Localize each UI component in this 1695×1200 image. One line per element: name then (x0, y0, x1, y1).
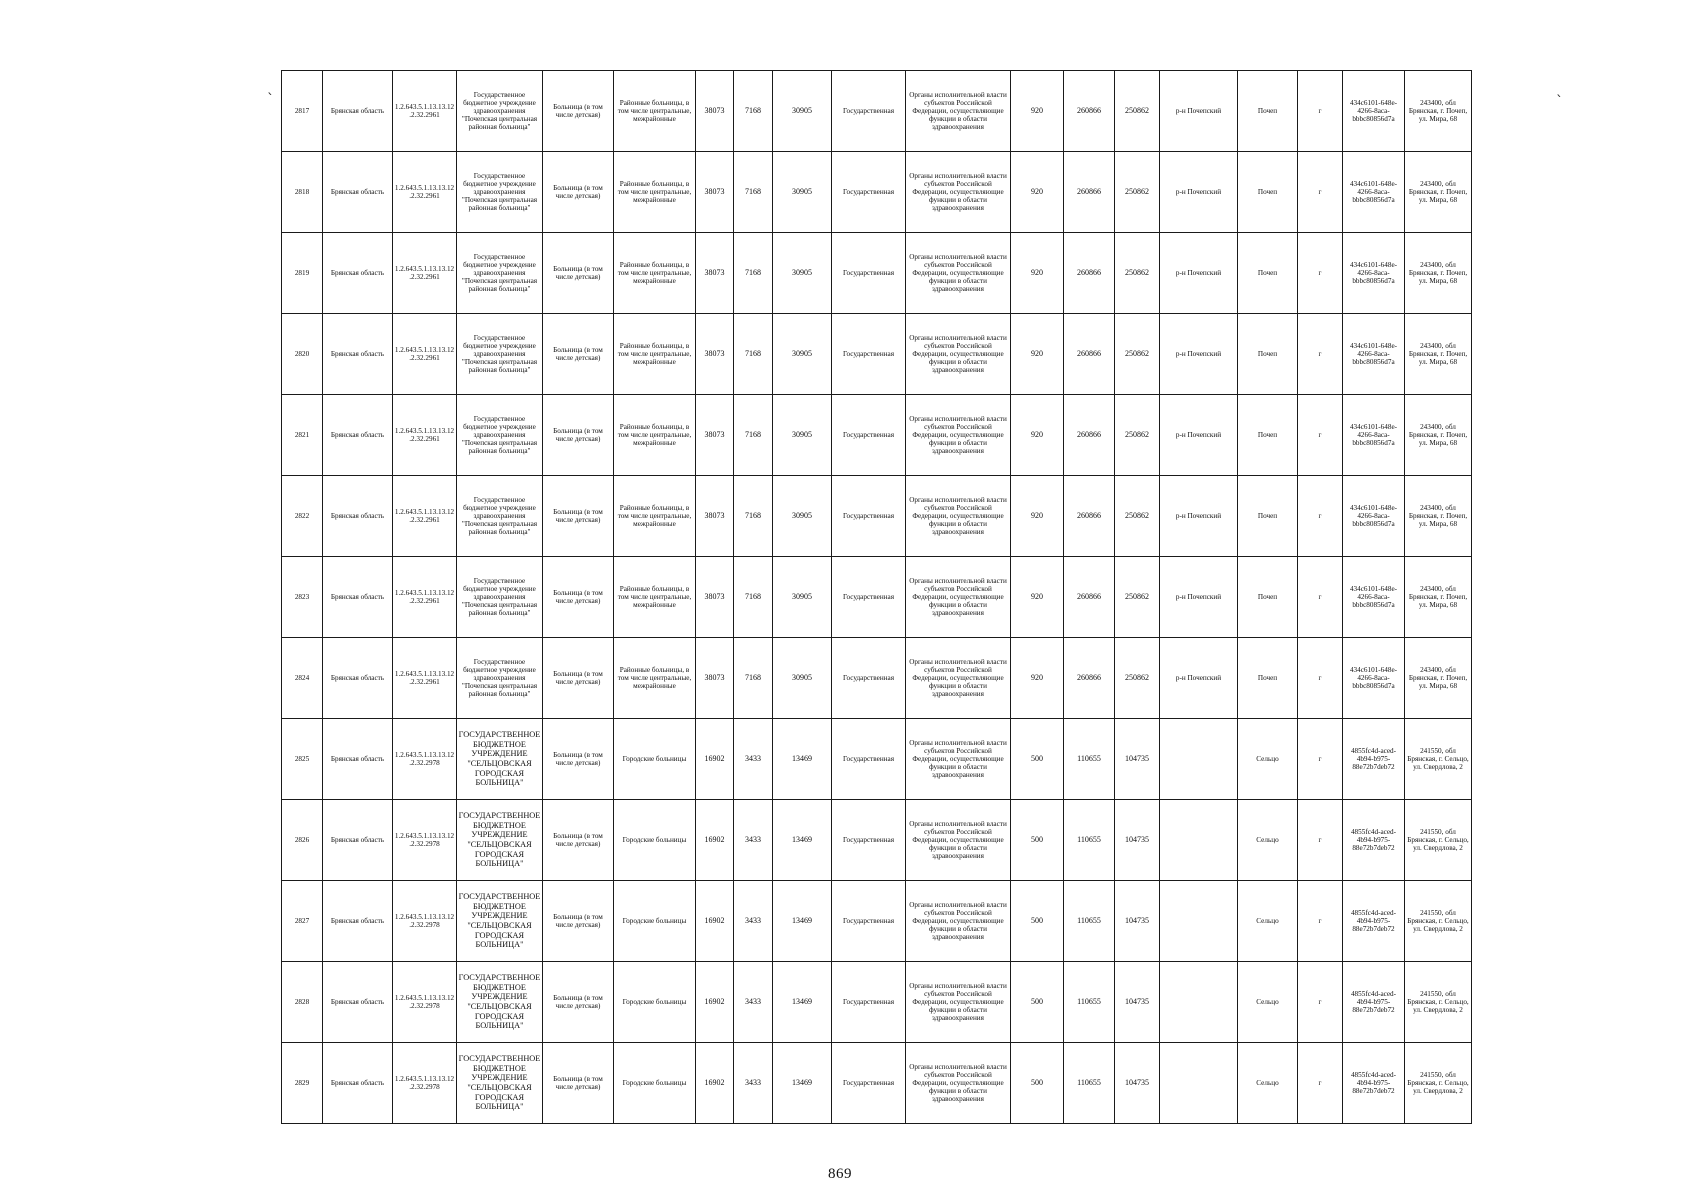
table-row (282, 962, 1472, 1043)
cell-row-number: 2819 (282, 233, 323, 314)
cell-ownership-form: Государственная (832, 395, 906, 476)
cell-city: Сельцо (1238, 719, 1298, 800)
cell-oid-code: 1.2.643.5.1.13.13.12.2.32.2961 (393, 71, 457, 152)
cell-value-1: 16902 (696, 800, 734, 881)
cell-district: р-н Почепский (1160, 152, 1238, 233)
cell-value-4: 500 (1011, 962, 1064, 1043)
cell-facility-type: Больница (в том числе детская) (543, 1043, 614, 1124)
cell-value-6: 250862 (1115, 233, 1160, 314)
cell-value-1: 16902 (696, 1043, 734, 1124)
cell-value-4: 920 (1011, 638, 1064, 719)
cell-value-2: 7168 (734, 152, 773, 233)
cell-region: Брянская область (323, 1043, 393, 1124)
cell-guid: 434c6101-648e-4266-8aca-bbbc80856d7a (1343, 314, 1405, 395)
cell-founder-authority: Органы исполнительной власти субъектов Российской Федерации, осуществляющие функции в области здравоохранения (906, 881, 1011, 962)
cell-guid: 4855fc4d-aced-4b94-b975-88e72b7deb72 (1343, 881, 1405, 962)
cell-founder-authority: Органы исполнительной власти субъектов Российской Федерации, осуществляющие функции в области здравоохранения (906, 719, 1011, 800)
cell-region: Брянская область (323, 719, 393, 800)
cell-founder-authority: Органы исполнительной власти субъектов Российской Федерации, осуществляющие функции в области здравоохранения (906, 314, 1011, 395)
cell-value-5: 110655 (1064, 719, 1115, 800)
cell-value-6: 104735 (1115, 881, 1160, 962)
cell-value-2: 7168 (734, 557, 773, 638)
cell-row-number: 2827 (282, 881, 323, 962)
cell-founder-authority: Органы исполнительной власти субъектов Российской Федерации, осуществляющие функции в области здравоохранения (906, 233, 1011, 314)
cell-address: 243400, обл Брянская, г. Почеп, ул. Мира, 68 (1405, 638, 1472, 719)
cell-facility-subtype: Районные больницы, в том числе центральные, межрайонные (614, 638, 696, 719)
cell-organization-name: Государственное бюджетное учреждение здравоохранения "Почепская центральная районная больница" (457, 152, 543, 233)
cell-ownership-form: Государственная (832, 233, 906, 314)
cell-facility-type: Больница (в том числе детская) (543, 233, 614, 314)
cell-value-2: 7168 (734, 71, 773, 152)
cell-value-5: 260866 (1064, 638, 1115, 719)
cell-region: Брянская область (323, 233, 393, 314)
cell-oid-code: 1.2.643.5.1.13.13.12.2.32.2978 (393, 719, 457, 800)
cell-district (1160, 800, 1238, 881)
cell-value-1: 38073 (696, 638, 734, 719)
cell-address: 243400, обл Брянская, г. Почеп, ул. Мира, 68 (1405, 71, 1472, 152)
cell-facility-subtype: Районные больницы, в том числе центральные, межрайонные (614, 233, 696, 314)
cell-value-2: 3433 (734, 962, 773, 1043)
cell-address: 241550, обл Брянская, г. Сельцо, ул. Свердлова, 2 (1405, 1043, 1472, 1124)
cell-district: р-н Почепский (1160, 71, 1238, 152)
page-number: 869 (828, 1166, 852, 1182)
cell-value-4: 500 (1011, 881, 1064, 962)
cell-ownership-form: Государственная (832, 314, 906, 395)
cell-value-6: 104735 (1115, 719, 1160, 800)
cell-value-3: 30905 (773, 233, 832, 314)
cell-ownership-form: Государственная (832, 638, 906, 719)
cell-value-1: 16902 (696, 962, 734, 1043)
cell-address: 241550, обл Брянская, г. Сельцо, ул. Свердлова, 2 (1405, 800, 1472, 881)
cell-settlement-type: г (1298, 800, 1343, 881)
cell-value-6: 250862 (1115, 476, 1160, 557)
cell-region: Брянская область (323, 962, 393, 1043)
cell-founder-authority: Органы исполнительной власти субъектов Российской Федерации, осуществляющие функции в области здравоохранения (906, 476, 1011, 557)
cell-organization-name: Государственное бюджетное учреждение здравоохранения "Почепская центральная районная больница" (457, 71, 543, 152)
cell-value-2: 7168 (734, 638, 773, 719)
cell-city: Почеп (1238, 233, 1298, 314)
cell-row-number: 2829 (282, 1043, 323, 1124)
cell-value-5: 260866 (1064, 476, 1115, 557)
cell-settlement-type: г (1298, 881, 1343, 962)
cell-city: Почеп (1238, 314, 1298, 395)
cell-city: Почеп (1238, 395, 1298, 476)
cell-facility-subtype: Городские больницы (614, 881, 696, 962)
table-row (282, 233, 1472, 314)
cell-value-1: 38073 (696, 476, 734, 557)
table-row (282, 152, 1472, 233)
cell-value-6: 104735 (1115, 1043, 1160, 1124)
cell-value-5: 110655 (1064, 800, 1115, 881)
cell-guid: 4855fc4d-aced-4b94-b975-88e72b7deb72 (1343, 719, 1405, 800)
cell-region: Брянская область (323, 881, 393, 962)
cell-value-1: 38073 (696, 395, 734, 476)
cell-founder-authority: Органы исполнительной власти субъектов Российской Федерации, осуществляющие функции в области здравоохранения (906, 800, 1011, 881)
cell-address: 243400, обл Брянская, г. Почеп, ул. Мира, 68 (1405, 233, 1472, 314)
cell-value-3: 13469 (773, 962, 832, 1043)
cell-value-6: 250862 (1115, 395, 1160, 476)
cell-guid: 434c6101-648e-4266-8aca-bbbc80856d7a (1343, 233, 1405, 314)
cell-organization-name: Государственное бюджетное учреждение здравоохранения "Почепская центральная районная больница" (457, 314, 543, 395)
cell-organization-name: ГОСУДАРСТВЕННОЕ БЮДЖЕТНОЕ УЧРЕЖДЕНИЕ "СЕЛЬЦОВСКАЯ ГОРОДСКАЯ БОЛЬНИЦА" (457, 881, 543, 962)
cell-value-2: 7168 (734, 476, 773, 557)
cell-oid-code: 1.2.643.5.1.13.13.12.2.32.2978 (393, 800, 457, 881)
cell-address: 243400, обл Брянская, г. Почеп, ул. Мира, 68 (1405, 476, 1472, 557)
facility-registry-table (281, 70, 1472, 1124)
cell-value-6: 104735 (1115, 962, 1160, 1043)
cell-facility-type: Больница (в том числе детская) (543, 476, 614, 557)
cell-guid: 434c6101-648e-4266-8aca-bbbc80856d7a (1343, 476, 1405, 557)
cell-district (1160, 719, 1238, 800)
cell-oid-code: 1.2.643.5.1.13.13.12.2.32.2961 (393, 638, 457, 719)
cell-oid-code: 1.2.643.5.1.13.13.12.2.32.2978 (393, 881, 457, 962)
cell-oid-code: 1.2.643.5.1.13.13.12.2.32.2978 (393, 962, 457, 1043)
cell-city: Почеп (1238, 476, 1298, 557)
cell-value-6: 250862 (1115, 557, 1160, 638)
cell-value-5: 110655 (1064, 962, 1115, 1043)
table-row (282, 1043, 1472, 1124)
cell-row-number: 2817 (282, 71, 323, 152)
cell-founder-authority: Органы исполнительной власти субъектов Российской Федерации, осуществляющие функции в области здравоохранения (906, 152, 1011, 233)
cell-value-5: 260866 (1064, 395, 1115, 476)
cell-city: Почеп (1238, 152, 1298, 233)
cell-value-3: 30905 (773, 71, 832, 152)
cell-value-5: 110655 (1064, 881, 1115, 962)
cell-value-2: 7168 (734, 314, 773, 395)
cell-organization-name: ГОСУДАРСТВЕННОЕ БЮДЖЕТНОЕ УЧРЕЖДЕНИЕ "СЕЛЬЦОВСКАЯ ГОРОДСКАЯ БОЛЬНИЦА" (457, 962, 543, 1043)
cell-value-4: 500 (1011, 1043, 1064, 1124)
cell-value-3: 30905 (773, 152, 832, 233)
cell-ownership-form: Государственная (832, 1043, 906, 1124)
cell-value-5: 260866 (1064, 233, 1115, 314)
cell-district: р-н Почепский (1160, 395, 1238, 476)
cell-organization-name: ГОСУДАРСТВЕННОЕ БЮДЖЕТНОЕ УЧРЕЖДЕНИЕ "СЕЛЬЦОВСКАЯ ГОРОДСКАЯ БОЛЬНИЦА" (457, 719, 543, 800)
cell-value-3: 13469 (773, 800, 832, 881)
cell-guid: 4855fc4d-aced-4b94-b975-88e72b7deb72 (1343, 1043, 1405, 1124)
cell-organization-name: ГОСУДАРСТВЕННОЕ БЮДЖЕТНОЕ УЧРЕЖДЕНИЕ "СЕЛЬЦОВСКАЯ ГОРОДСКАЯ БОЛЬНИЦА" (457, 1043, 543, 1124)
cell-guid: 4855fc4d-aced-4b94-b975-88e72b7deb72 (1343, 962, 1405, 1043)
cell-settlement-type: г (1298, 719, 1343, 800)
cell-facility-subtype: Районные больницы, в том числе центральные, межрайонные (614, 152, 696, 233)
cell-facility-subtype: Городские больницы (614, 962, 696, 1043)
cell-ownership-form: Государственная (832, 719, 906, 800)
cell-district: р-н Почепский (1160, 557, 1238, 638)
cell-value-5: 110655 (1064, 1043, 1115, 1124)
cell-value-2: 7168 (734, 233, 773, 314)
cell-value-3: 13469 (773, 719, 832, 800)
cell-founder-authority: Органы исполнительной власти субъектов Российской Федерации, осуществляющие функции в области здравоохранения (906, 71, 1011, 152)
cell-settlement-type: г (1298, 638, 1343, 719)
cell-row-number: 2825 (282, 719, 323, 800)
cell-value-2: 3433 (734, 1043, 773, 1124)
cell-value-4: 920 (1011, 395, 1064, 476)
table-row (282, 557, 1472, 638)
cell-value-1: 38073 (696, 314, 734, 395)
cell-value-1: 38073 (696, 71, 734, 152)
table-row (282, 719, 1472, 800)
cell-value-5: 260866 (1064, 152, 1115, 233)
cell-value-4: 920 (1011, 557, 1064, 638)
cell-facility-subtype: Районные больницы, в том числе центральные, межрайонные (614, 314, 696, 395)
cell-founder-authority: Органы исполнительной власти субъектов Российской Федерации, осуществляющие функции в области здравоохранения (906, 557, 1011, 638)
cell-organization-name: Государственное бюджетное учреждение здравоохранения "Почепская центральная районная больница" (457, 233, 543, 314)
cell-address: 243400, обл Брянская, г. Почеп, ул. Мира, 68 (1405, 152, 1472, 233)
cell-settlement-type: г (1298, 1043, 1343, 1124)
table-body (282, 71, 1472, 1124)
cell-value-6: 104735 (1115, 800, 1160, 881)
cell-oid-code: 1.2.643.5.1.13.13.12.2.32.2961 (393, 557, 457, 638)
table-row (282, 881, 1472, 962)
cell-region: Брянская область (323, 476, 393, 557)
cell-facility-subtype: Районные больницы, в том числе центральные, межрайонные (614, 557, 696, 638)
cell-region: Брянская область (323, 71, 393, 152)
cell-facility-subtype: Городские больницы (614, 719, 696, 800)
cell-address: 241550, обл Брянская, г. Сельцо, ул. Свердлова, 2 (1405, 881, 1472, 962)
cell-settlement-type: г (1298, 557, 1343, 638)
table-row (282, 314, 1472, 395)
cell-facility-subtype: Городские больницы (614, 800, 696, 881)
cell-value-5: 260866 (1064, 71, 1115, 152)
cell-row-number: 2818 (282, 152, 323, 233)
cell-address: 241550, обл Брянская, г. Сельцо, ул. Свердлова, 2 (1405, 719, 1472, 800)
cell-address: 243400, обл Брянская, г. Почеп, ул. Мира, 68 (1405, 395, 1472, 476)
scan-mark-left: ` (267, 92, 274, 108)
cell-district: р-н Почепский (1160, 476, 1238, 557)
table-row (282, 638, 1472, 719)
cell-facility-subtype: Районные больницы, в том числе центральные, межрайонные (614, 71, 696, 152)
cell-city: Почеп (1238, 71, 1298, 152)
cell-district (1160, 881, 1238, 962)
cell-oid-code: 1.2.643.5.1.13.13.12.2.32.2961 (393, 476, 457, 557)
cell-value-3: 30905 (773, 314, 832, 395)
cell-value-4: 920 (1011, 233, 1064, 314)
cell-guid: 434c6101-648e-4266-8aca-bbbc80856d7a (1343, 395, 1405, 476)
cell-settlement-type: г (1298, 233, 1343, 314)
cell-district (1160, 962, 1238, 1043)
cell-value-6: 250862 (1115, 314, 1160, 395)
cell-oid-code: 1.2.643.5.1.13.13.12.2.32.2961 (393, 395, 457, 476)
cell-value-4: 500 (1011, 800, 1064, 881)
cell-ownership-form: Государственная (832, 557, 906, 638)
cell-organization-name: Государственное бюджетное учреждение здравоохранения "Почепская центральная районная больница" (457, 395, 543, 476)
cell-city: Сельцо (1238, 800, 1298, 881)
cell-address: 243400, обл Брянская, г. Почеп, ул. Мира, 68 (1405, 557, 1472, 638)
cell-guid: 4855fc4d-aced-4b94-b975-88e72b7deb72 (1343, 800, 1405, 881)
cell-value-5: 260866 (1064, 557, 1115, 638)
cell-value-4: 920 (1011, 476, 1064, 557)
cell-founder-authority: Органы исполнительной власти субъектов Российской Федерации, осуществляющие функции в области здравоохранения (906, 395, 1011, 476)
table-row (282, 395, 1472, 476)
cell-district: р-н Почепский (1160, 314, 1238, 395)
cell-facility-subtype: Городские больницы (614, 1043, 696, 1124)
cell-region: Брянская область (323, 152, 393, 233)
cell-ownership-form: Государственная (832, 476, 906, 557)
cell-value-5: 260866 (1064, 314, 1115, 395)
cell-value-6: 250862 (1115, 71, 1160, 152)
cell-facility-type: Больница (в том числе детская) (543, 638, 614, 719)
cell-oid-code: 1.2.643.5.1.13.13.12.2.32.2978 (393, 1043, 457, 1124)
cell-city: Почеп (1238, 557, 1298, 638)
cell-facility-subtype: Районные больницы, в том числе центральные, межрайонные (614, 395, 696, 476)
table-row (282, 476, 1472, 557)
cell-row-number: 2823 (282, 557, 323, 638)
cell-district: р-н Почепский (1160, 638, 1238, 719)
cell-ownership-form: Государственная (832, 962, 906, 1043)
table-row (282, 71, 1472, 152)
cell-settlement-type: г (1298, 395, 1343, 476)
cell-value-4: 500 (1011, 719, 1064, 800)
cell-row-number: 2821 (282, 395, 323, 476)
cell-value-6: 250862 (1115, 152, 1160, 233)
cell-organization-name: Государственное бюджетное учреждение здравоохранения "Почепская центральная районная больница" (457, 476, 543, 557)
cell-value-3: 30905 (773, 395, 832, 476)
cell-value-3: 30905 (773, 638, 832, 719)
cell-organization-name: Государственное бюджетное учреждение здравоохранения "Почепская центральная районная больница" (457, 638, 543, 719)
cell-value-4: 920 (1011, 152, 1064, 233)
cell-value-1: 16902 (696, 881, 734, 962)
cell-value-3: 30905 (773, 557, 832, 638)
cell-value-2: 3433 (734, 881, 773, 962)
cell-region: Брянская область (323, 557, 393, 638)
cell-oid-code: 1.2.643.5.1.13.13.12.2.32.2961 (393, 314, 457, 395)
cell-guid: 434c6101-648e-4266-8aca-bbbc80856d7a (1343, 638, 1405, 719)
cell-ownership-form: Государственная (832, 881, 906, 962)
cell-address: 243400, обл Брянская, г. Почеп, ул. Мира, 68 (1405, 314, 1472, 395)
cell-city: Сельцо (1238, 1043, 1298, 1124)
cell-settlement-type: г (1298, 71, 1343, 152)
cell-facility-type: Больница (в том числе детская) (543, 152, 614, 233)
cell-facility-type: Больница (в том числе детская) (543, 881, 614, 962)
cell-row-number: 2828 (282, 962, 323, 1043)
cell-settlement-type: г (1298, 476, 1343, 557)
cell-guid: 434c6101-648e-4266-8aca-bbbc80856d7a (1343, 152, 1405, 233)
cell-facility-type: Больница (в том числе детская) (543, 557, 614, 638)
cell-value-2: 3433 (734, 800, 773, 881)
cell-value-1: 38073 (696, 557, 734, 638)
cell-row-number: 2822 (282, 476, 323, 557)
cell-address: 241550, обл Брянская, г. Сельцо, ул. Свердлова, 2 (1405, 962, 1472, 1043)
cell-city: Сельцо (1238, 881, 1298, 962)
cell-ownership-form: Государственная (832, 152, 906, 233)
cell-facility-type: Больница (в том числе детская) (543, 800, 614, 881)
cell-facility-subtype: Районные больницы, в том числе центральные, межрайонные (614, 476, 696, 557)
table-row (282, 800, 1472, 881)
cell-value-1: 38073 (696, 233, 734, 314)
cell-facility-type: Больница (в том числе детская) (543, 395, 614, 476)
cell-value-4: 920 (1011, 71, 1064, 152)
cell-value-2: 3433 (734, 719, 773, 800)
cell-value-4: 920 (1011, 314, 1064, 395)
cell-facility-type: Больница (в том числе детская) (543, 719, 614, 800)
cell-ownership-form: Государственная (832, 800, 906, 881)
cell-founder-authority: Органы исполнительной власти субъектов Российской Федерации, осуществляющие функции в области здравоохранения (906, 962, 1011, 1043)
cell-facility-type: Больница (в том числе детская) (543, 962, 614, 1043)
cell-value-2: 7168 (734, 395, 773, 476)
cell-value-3: 30905 (773, 476, 832, 557)
cell-organization-name: ГОСУДАРСТВЕННОЕ БЮДЖЕТНОЕ УЧРЕЖДЕНИЕ "СЕЛЬЦОВСКАЯ ГОРОДСКАЯ БОЛЬНИЦА" (457, 800, 543, 881)
cell-row-number: 2824 (282, 638, 323, 719)
cell-region: Брянская область (323, 800, 393, 881)
cell-row-number: 2826 (282, 800, 323, 881)
cell-guid: 434c6101-648e-4266-8aca-bbbc80856d7a (1343, 557, 1405, 638)
cell-district (1160, 1043, 1238, 1124)
cell-guid: 434c6101-648e-4266-8aca-bbbc80856d7a (1343, 71, 1405, 152)
cell-value-6: 250862 (1115, 638, 1160, 719)
cell-founder-authority: Органы исполнительной власти субъектов Российской Федерации, осуществляющие функции в области здравоохранения (906, 1043, 1011, 1124)
cell-region: Брянская область (323, 638, 393, 719)
cell-value-1: 38073 (696, 152, 734, 233)
cell-value-1: 16902 (696, 719, 734, 800)
cell-value-3: 13469 (773, 1043, 832, 1124)
cell-row-number: 2820 (282, 314, 323, 395)
cell-settlement-type: г (1298, 314, 1343, 395)
cell-region: Брянская область (323, 314, 393, 395)
cell-settlement-type: г (1298, 962, 1343, 1043)
cell-city: Сельцо (1238, 962, 1298, 1043)
cell-oid-code: 1.2.643.5.1.13.13.12.2.32.2961 (393, 152, 457, 233)
cell-founder-authority: Органы исполнительной власти субъектов Российской Федерации, осуществляющие функции в области здравоохранения (906, 638, 1011, 719)
cell-oid-code: 1.2.643.5.1.13.13.12.2.32.2961 (393, 233, 457, 314)
cell-ownership-form: Государственная (832, 71, 906, 152)
scan-mark-right: ` (1556, 94, 1563, 110)
cell-region: Брянская область (323, 395, 393, 476)
cell-district: р-н Почепский (1160, 233, 1238, 314)
cell-city: Почеп (1238, 638, 1298, 719)
cell-facility-type: Больница (в том числе детская) (543, 314, 614, 395)
cell-value-3: 13469 (773, 881, 832, 962)
cell-settlement-type: г (1298, 152, 1343, 233)
cell-organization-name: Государственное бюджетное учреждение здравоохранения "Почепская центральная районная больница" (457, 557, 543, 638)
cell-facility-type: Больница (в том числе детская) (543, 71, 614, 152)
